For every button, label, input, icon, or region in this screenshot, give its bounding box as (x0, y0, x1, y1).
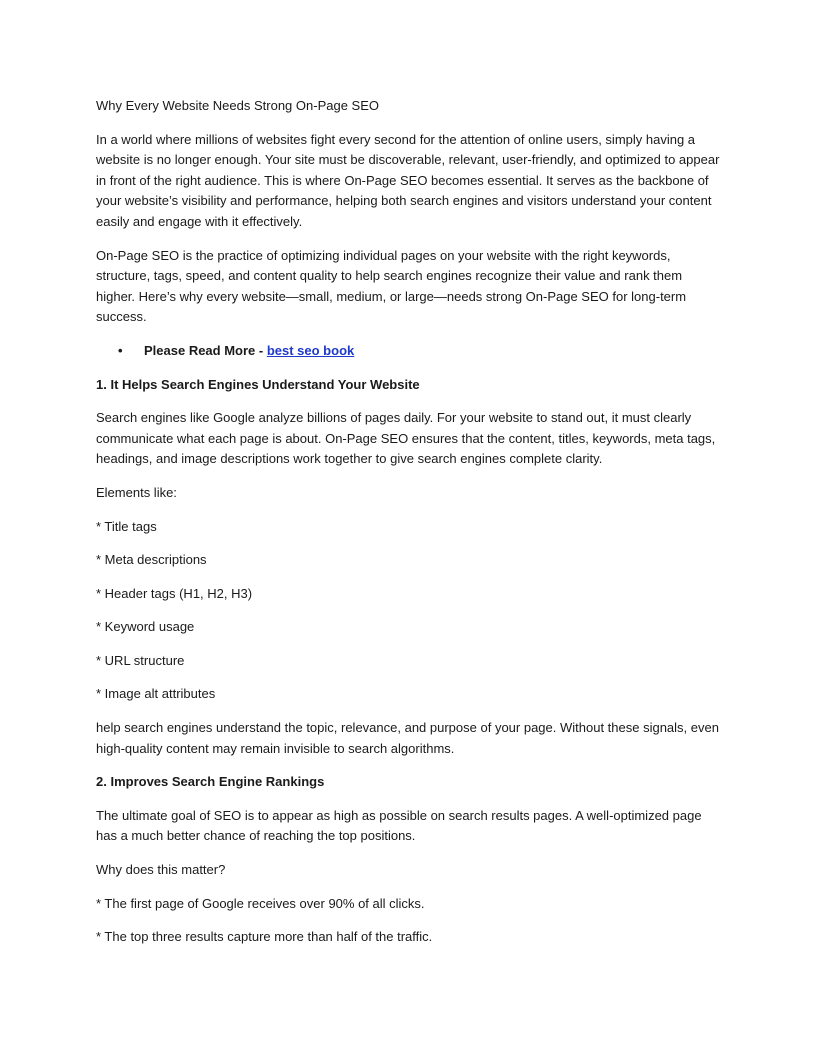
document-page (96, 96, 720, 961)
list-item: * Image alt attributes (96, 686, 216, 702)
list-item: * Keyword usage (96, 619, 195, 635)
list-item: * The first page of Google receives over 90% of all clicks. (96, 895, 425, 911)
intro-paragraph-1: In a world where millions of websites fight every second for the attention of online users, simply having a website is no longer enough. Your site must be discoverable, relevant, user-friendly, and optimized to appear in front of the right audience. This is where On-Page SEO becomes essential. It serves as the backbone of your website’s visibility and performance, helping both search engines and visitors understand your content easily and engage with it effectively. (96, 131, 720, 229)
document-title: Why Every Website Needs Strong On-Page SEO (96, 98, 379, 113)
read-more-item (96, 341, 720, 362)
list-item: * URL structure (96, 652, 185, 668)
list-item: * The top three results capture more than half of the traffic. (96, 929, 433, 945)
list-item: * Title tags (96, 518, 157, 534)
best-seo-book-link[interactable]: best seo book (266, 342, 355, 358)
elements-intro: Elements like: (96, 484, 177, 500)
bullet-icon: • (118, 342, 123, 358)
section-1-closing: help search engines understand the topic, relevance, and purpose of your page. Without these signals, even high-quality content may remain invisible to search algorithms. (96, 720, 719, 756)
intro-paragraph-2: On-Page SEO is the practice of optimizing individual pages on your website with the right keywords, structure, tags, speed, and content quality to help search engines recognize their value and rank them higher. Here’s why every website—small, medium, or large—needs strong On-Page SEO for long-term success. (96, 247, 687, 325)
section-2-heading: 2. Improves Search Engine Rankings (96, 774, 325, 790)
list-item: * Meta descriptions (96, 552, 207, 568)
list-item: * Header tags (H1, H2, H3) (96, 585, 253, 601)
section-2-question: Why does this matter? (96, 862, 226, 878)
section-2-paragraph: The ultimate goal of SEO is to appear as high as possible on search results pages. A well-optimized page has a much better chance of reaching the top positions. (96, 807, 702, 844)
section-1-paragraph: Search engines like Google analyze billions of pages daily. For your website to stand out, it must clearly communicate what each page is about. On-Page SEO ensures that the content, titles, keywords, meta tags, headings, and image descriptions work together to give search engines complete clarity. (96, 410, 716, 467)
section-1-heading: 1. It Helps Search Engines Understand Your Website (96, 376, 420, 392)
read-more-label: Please Read More - (144, 342, 267, 358)
